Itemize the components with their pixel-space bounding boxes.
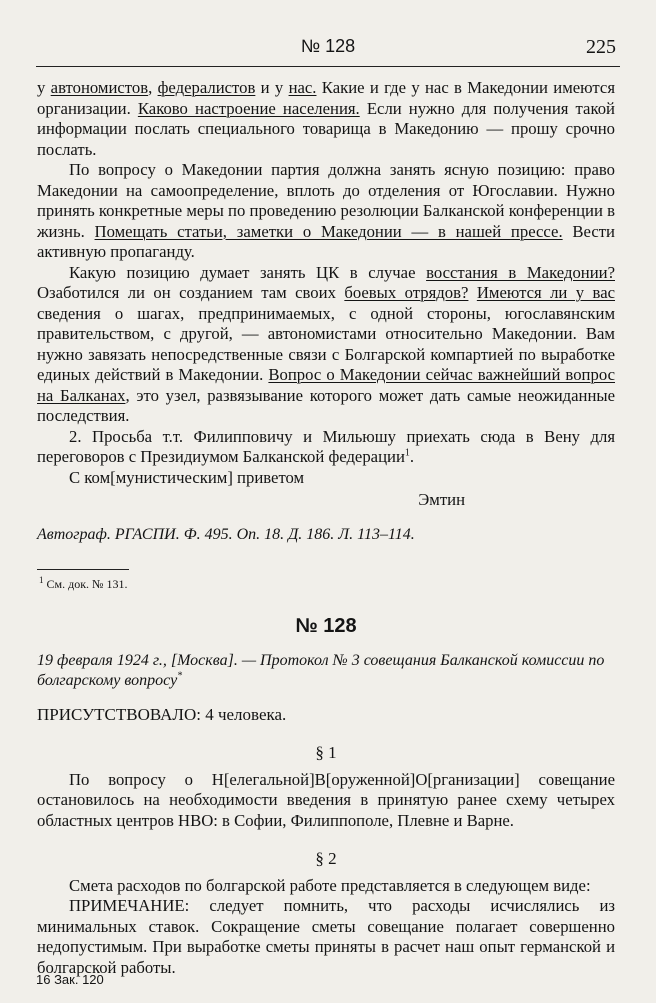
paragraph-4: 2. Просьба т.т. Филипповичу и Мильюшу приехать сюда в Вену для переговоров с Президиумом Балканской федерации$^1$. [37, 426, 615, 466]
signature: Эмтин [418, 490, 465, 509]
footnote: $^1$ См. док. № 131. [39, 575, 128, 591]
section-1-title: § 1 [315, 743, 337, 762]
paragraph-3: Какую позицию думает занять ЦК в случае восстания в Македонии? Озаботился ли он созданием там своих боевых отрядов? Имеются ли у вас сведения о шагах, предпринимаемых, с одной стороны, югославянским правительством, с другой, — автономистами относительно Македонии. Вам нужно завязать непосредственные связи с Болгарской компартией по выработке единых действий в Македонии. Вопрос о Македонии сейчас важнейший вопрос на Балканах, это узел, развязывание которого может дать самые неожиданные последствия. [37, 262, 616, 425]
printer-signature-mark: 16 Зак. 120 [36, 972, 104, 987]
footnote-rule [37, 569, 129, 570]
header-rule [36, 66, 620, 67]
footnote-ref: 1 [404, 447, 410, 459]
page-body [37, 78, 615, 978]
closing-greeting: С ком[мунистическим] приветом [69, 467, 305, 487]
running-header [40, 36, 616, 62]
page-number: 225 [586, 36, 616, 58]
attendance: ПРИСУТСТВОВАЛО: 4 человека. [37, 704, 287, 724]
section-2-title: § 2 [315, 849, 337, 868]
header-doc-number: № 128 [300, 36, 356, 56]
note: ПРИМЕЧАНИЕ: следует помнить, что расходы исчислялись из минимальных ставок. Сокращение сметы совещание полагает совершенно недопустимым. При выработке сметы приняты в расчет наш опыт германской и болгарской работы. [37, 896, 615, 977]
archive-source: Автограф. РГАСПИ. Ф. 495. Оп. 18. Д. 186. Л. 113–114. [37, 525, 415, 543]
document-heading: 19 февраля 1924 г., [Москва]. — Протокол № 3 совещания Балканской комиссии по болгарскому вопросу* [37, 651, 605, 689]
document-title: № 128 [295, 615, 357, 637]
paragraph-1: у автономистов, федералистов и у нас. Какие и где у нас в Македонии имеются организации. Каково настроение населения. Если нужно для получения такой информации послать специального товарища в Македонию — прошу срочно послать. [37, 78, 616, 159]
paragraph-2: По вопросу о Македонии партия должна занять ясную позицию: право Македонии на самоопределение, вплоть до отделения от Югославии. Нужно принять конкретные меры по проведению резолюции Балканской конференции в жизнь. Помещать статьи, заметки о Македонии — в нашей прессе. Вести активную пропаганду. [37, 160, 615, 261]
section-2-text: Смета расходов по болгарской работе представляется в следующем виде: [69, 875, 591, 895]
section-1-text: По вопросу о Н[елегальной]В[оруженной]О[рганизации] совещание остановилось на необходимости введения в принятую ранее схему четырех областных центров НВО: в Софии, Филиппополе, Плевне и Варне. [37, 769, 615, 830]
